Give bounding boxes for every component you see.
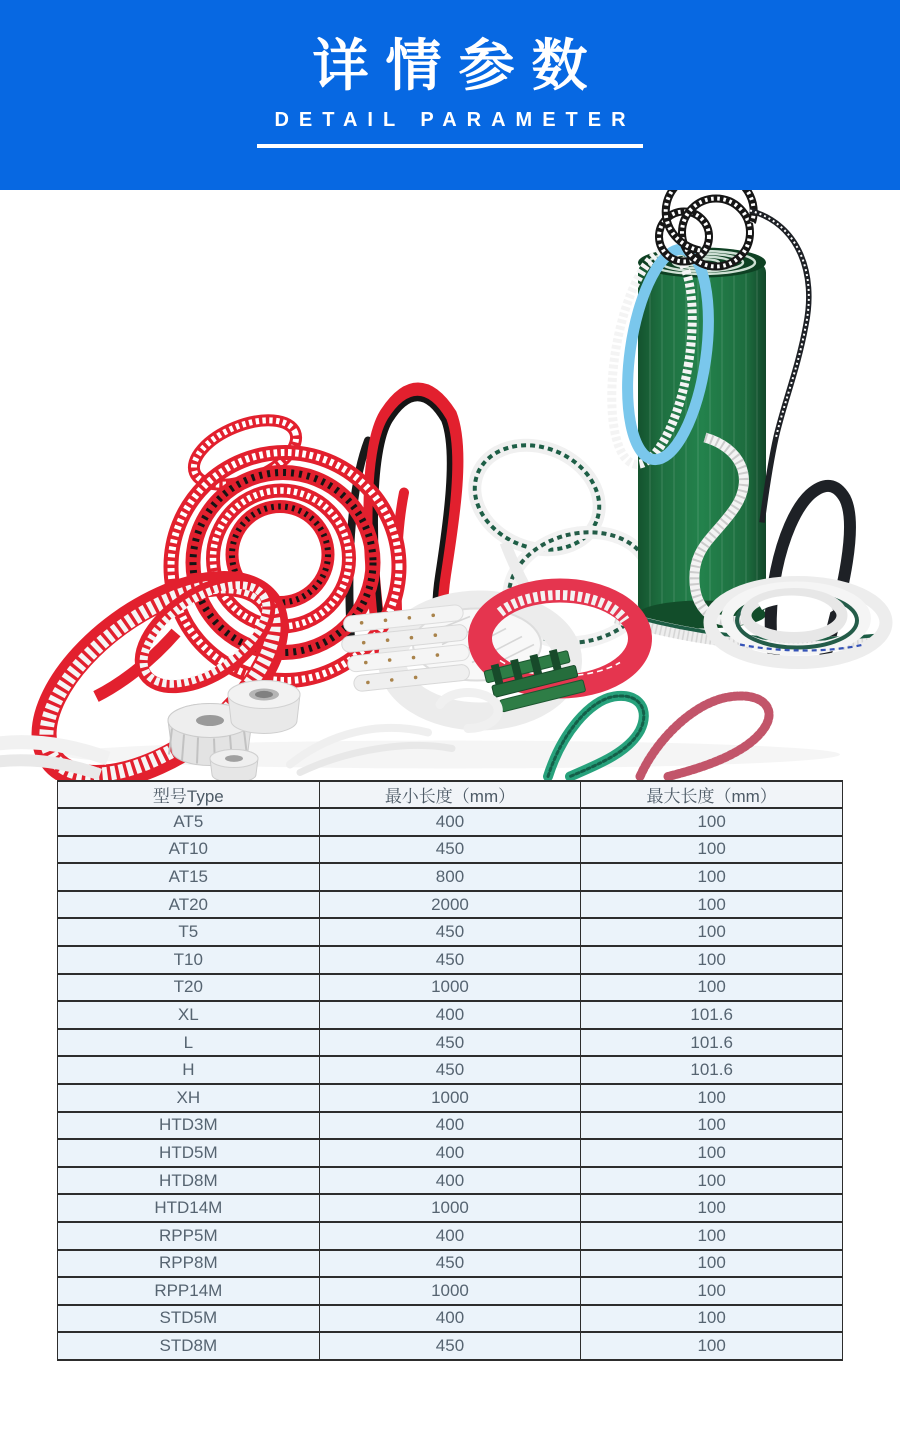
table-row: [58, 1056, 843, 1084]
max-length-cell: 101.6: [581, 1001, 843, 1029]
table-row: [58, 1139, 843, 1167]
min-length-cell: 450: [319, 1029, 581, 1057]
model-type-cell: AT10: [58, 836, 320, 864]
model-type-cell: AT5: [58, 808, 320, 836]
model-type-cell: XH: [58, 1084, 320, 1112]
hero-banner: [0, 0, 900, 190]
min-length-cell: 1000: [319, 1084, 581, 1112]
max-length-cell: 100: [581, 836, 843, 864]
model-type-cell: RPP8M: [58, 1250, 320, 1278]
table-row: [58, 918, 843, 946]
model-type-cell: HTD14M: [58, 1194, 320, 1222]
page-title: 详情参数: [312, 34, 605, 97]
max-length-cell: 100: [581, 808, 843, 836]
max-length-cell: 100: [581, 1305, 843, 1333]
max-length-cell: 100: [581, 863, 843, 891]
model-type-cell: T10: [58, 946, 320, 974]
max-length-cell: 100: [581, 1139, 843, 1167]
min-length-cell: 1000: [319, 1194, 581, 1222]
max-length-cell: 100: [581, 1222, 843, 1250]
max-length-cell: 100: [581, 946, 843, 974]
min-length-cell: 400: [319, 1167, 581, 1195]
table-row: [58, 946, 843, 974]
max-length-cell: 101.6: [581, 1029, 843, 1057]
min-length-cell: 450: [319, 946, 581, 974]
table-row: [58, 1250, 843, 1278]
max-length-cell: 100: [581, 1084, 843, 1112]
table-body: [58, 808, 843, 1360]
min-length-cell: 400: [319, 1139, 581, 1167]
min-length-cell: 400: [319, 1222, 581, 1250]
table-row: [58, 863, 843, 891]
max-length-cell: 100: [581, 918, 843, 946]
max-length-cell: 100: [581, 1332, 843, 1360]
max-length-cell: 100: [581, 974, 843, 1002]
min-length-cell: 400: [319, 1112, 581, 1140]
max-length-cell: 100: [581, 1194, 843, 1222]
model-type-cell: STD8M: [58, 1332, 320, 1360]
model-type-cell: H: [58, 1056, 320, 1084]
model-type-cell: RPP5M: [58, 1222, 320, 1250]
product-photo: [0, 190, 900, 780]
table-header-row: [58, 781, 843, 808]
model-type-cell: XL: [58, 1001, 320, 1029]
max-length-cell: 100: [581, 1277, 843, 1305]
title-underline: [257, 144, 643, 148]
product-photo-illustration: [0, 190, 900, 780]
col-header-max-length: 最大长度（mm）: [581, 781, 843, 808]
model-type-cell: HTD5M: [58, 1139, 320, 1167]
table-row: [58, 1305, 843, 1333]
max-length-cell: 100: [581, 1250, 843, 1278]
model-type-cell: RPP14M: [58, 1277, 320, 1305]
min-length-cell: 400: [319, 808, 581, 836]
table-row: [58, 1332, 843, 1360]
model-type-cell: AT15: [58, 863, 320, 891]
max-length-cell: 100: [581, 1112, 843, 1140]
min-length-cell: 2000: [319, 891, 581, 919]
min-length-cell: 400: [319, 1001, 581, 1029]
min-length-cell: 450: [319, 1056, 581, 1084]
pulley-medium: [228, 681, 300, 734]
table-row: [58, 836, 843, 864]
parameter-table-section: [0, 780, 900, 1361]
min-length-cell: 450: [319, 1250, 581, 1278]
table-row: [58, 1222, 843, 1250]
model-type-cell: AT20: [58, 891, 320, 919]
min-length-cell: 800: [319, 863, 581, 891]
model-type-cell: T5: [58, 918, 320, 946]
table-row: [58, 808, 843, 836]
table-row: [58, 1112, 843, 1140]
table-row: [58, 1001, 843, 1029]
green-conveyor-belt-roll: [638, 248, 766, 629]
table-row: [58, 1194, 843, 1222]
min-length-cell: 1000: [319, 1277, 581, 1305]
table-row: [58, 1084, 843, 1112]
table-row: [58, 974, 843, 1002]
min-length-cell: 450: [319, 1332, 581, 1360]
min-length-cell: 1000: [319, 974, 581, 1002]
parameter-table: [57, 780, 843, 1361]
model-type-cell: T20: [58, 974, 320, 1002]
min-length-cell: 450: [319, 918, 581, 946]
model-type-cell: STD5M: [58, 1305, 320, 1333]
table-row: [58, 1167, 843, 1195]
table-row: [58, 1029, 843, 1057]
col-header-min-length: 最小长度（mm）: [319, 781, 581, 808]
model-type-cell: HTD3M: [58, 1112, 320, 1140]
model-type-cell: HTD8M: [58, 1167, 320, 1195]
col-header-type: 型号Type: [58, 781, 320, 808]
max-length-cell: 101.6: [581, 1056, 843, 1084]
table-row: [58, 891, 843, 919]
model-type-cell: L: [58, 1029, 320, 1057]
pulley-small: [210, 750, 258, 781]
max-length-cell: 100: [581, 891, 843, 919]
min-length-cell: 450: [319, 836, 581, 864]
table-row: [58, 1277, 843, 1305]
min-length-cell: 400: [319, 1305, 581, 1333]
page-subtitle: DETAIL PARAMETER: [274, 109, 636, 131]
max-length-cell: 100: [581, 1167, 843, 1195]
